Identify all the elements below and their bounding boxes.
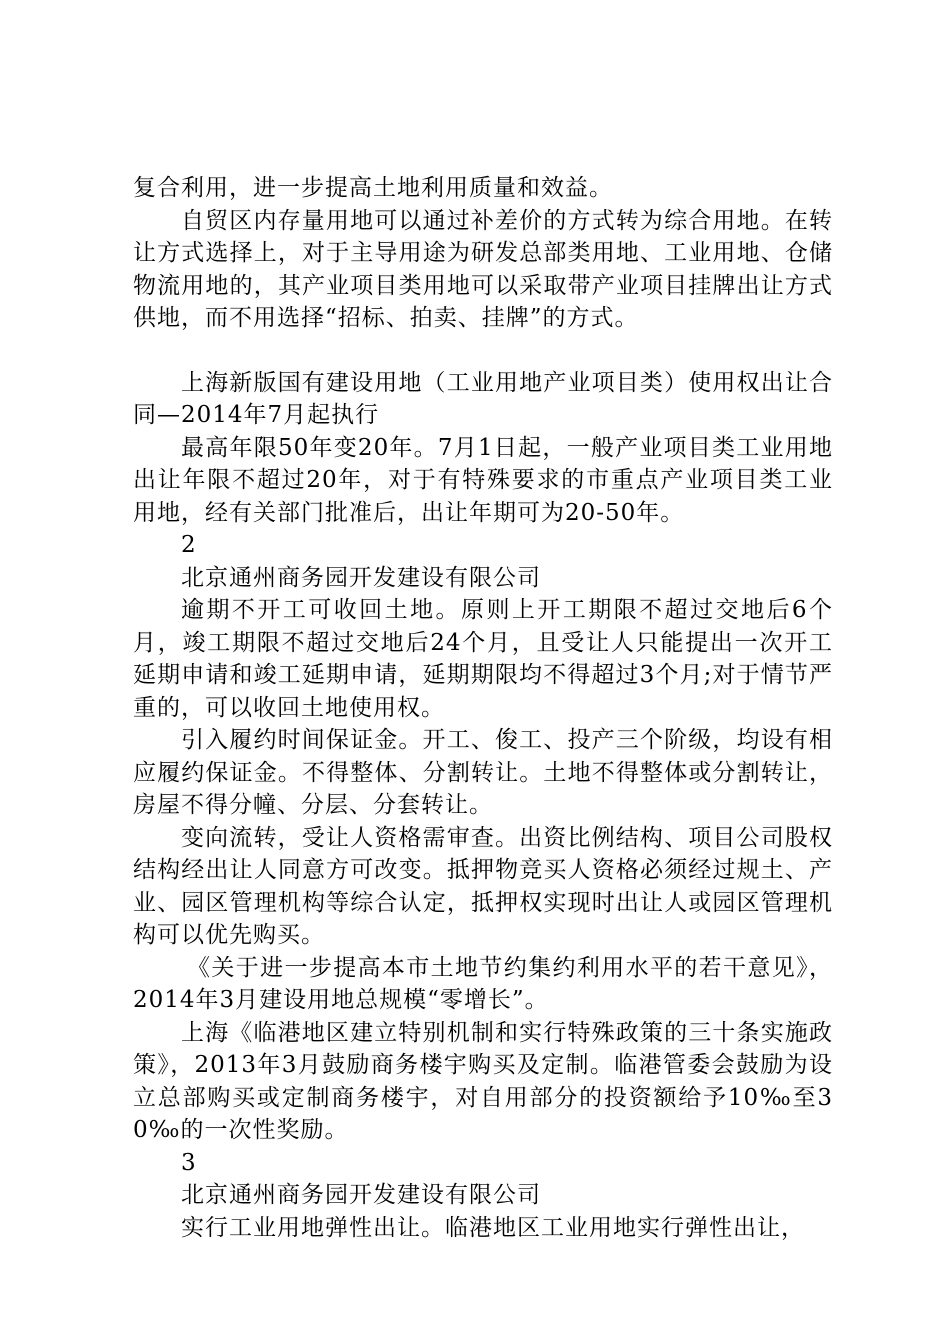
paragraph-8: 《关于进一步提高本市土地节约集约利用水平的若干意见》，2014年3月建设用地总规模“零增长”。	[133, 954, 833, 1013]
paragraph-7: 变向流转，受让人资格需审查。出资比例结构、项目公司股权结构经出让人同意方可改变。抵押物竞买人资格必须经过规土、产业、园区管理机构等综合认定，抵押权实现时出让人或园区管理机构可以优先购买。	[133, 824, 833, 948]
company-header-2: 北京通州商务园开发建设有限公司	[181, 1182, 541, 1208]
paragraph-3: 上海新版国有建设用地（工业用地产业项目类）使用权出让合同—2014年7月起执行	[133, 369, 833, 428]
paragraph-2: 自贸区内存量用地可以通过补差价的方式转为综合用地。在转让方式选择上，对于主导用途为研发总部类用地、工业用地、仓储物流用地的，其产业项目类用地可以采取带产业项目挂牌出让方式供地，而不用选择“招标、拍卖、挂牌”的方式。	[133, 207, 833, 331]
paragraph-1: 复合利用，进一步提高土地利用质量和效益。	[133, 175, 613, 201]
paragraph-10: 实行工业用地弹性出让。临港地区工业用地实行弹性出让，	[181, 1214, 805, 1241]
paragraph-gap	[133, 335, 833, 367]
paragraph-4: 最高年限50年变20年。7月1日起，一般产业项目类工业用地出让年限不超过20年，对于有特殊要求的市重点产业项目类工业用地，经有关部门批准后，出让年期可为20-50年。	[133, 434, 833, 526]
page-number-3: 3	[181, 1149, 196, 1176]
paragraph-6: 引入履约时间保证金。开工、俊工、投产三个阶级，均设有相应履约保证金。不得整体、分割转让。土地不得整体或分割转让，房屋不得分幢、分层、分套转让。	[133, 727, 833, 818]
paragraph-9: 上海《临港地区建立特别机制和实行特殊政策的三十条实施政策》，2013年3月鼓励商务楼宇购买及定制。临港管委会鼓励为设立总部购买或定制商务楼宇，对自用部分的投资额给予10‰至30‰的一次性奖励。	[133, 1019, 833, 1143]
document-body	[133, 172, 833, 1244]
paragraph-5: 逾期不开工可收回土地。原则上开工期限不超过交地后6个月，竣工期限不超过交地后24个月，且受让人只能提出一次开工延期申请和竣工延期申请，延期期限均不得超过3个月;对于情节严重的，可以收回土地使用权。	[133, 597, 833, 721]
page-number-2: 2	[181, 532, 196, 558]
company-header-1: 北京通州商务园开发建设有限公司	[181, 564, 541, 591]
